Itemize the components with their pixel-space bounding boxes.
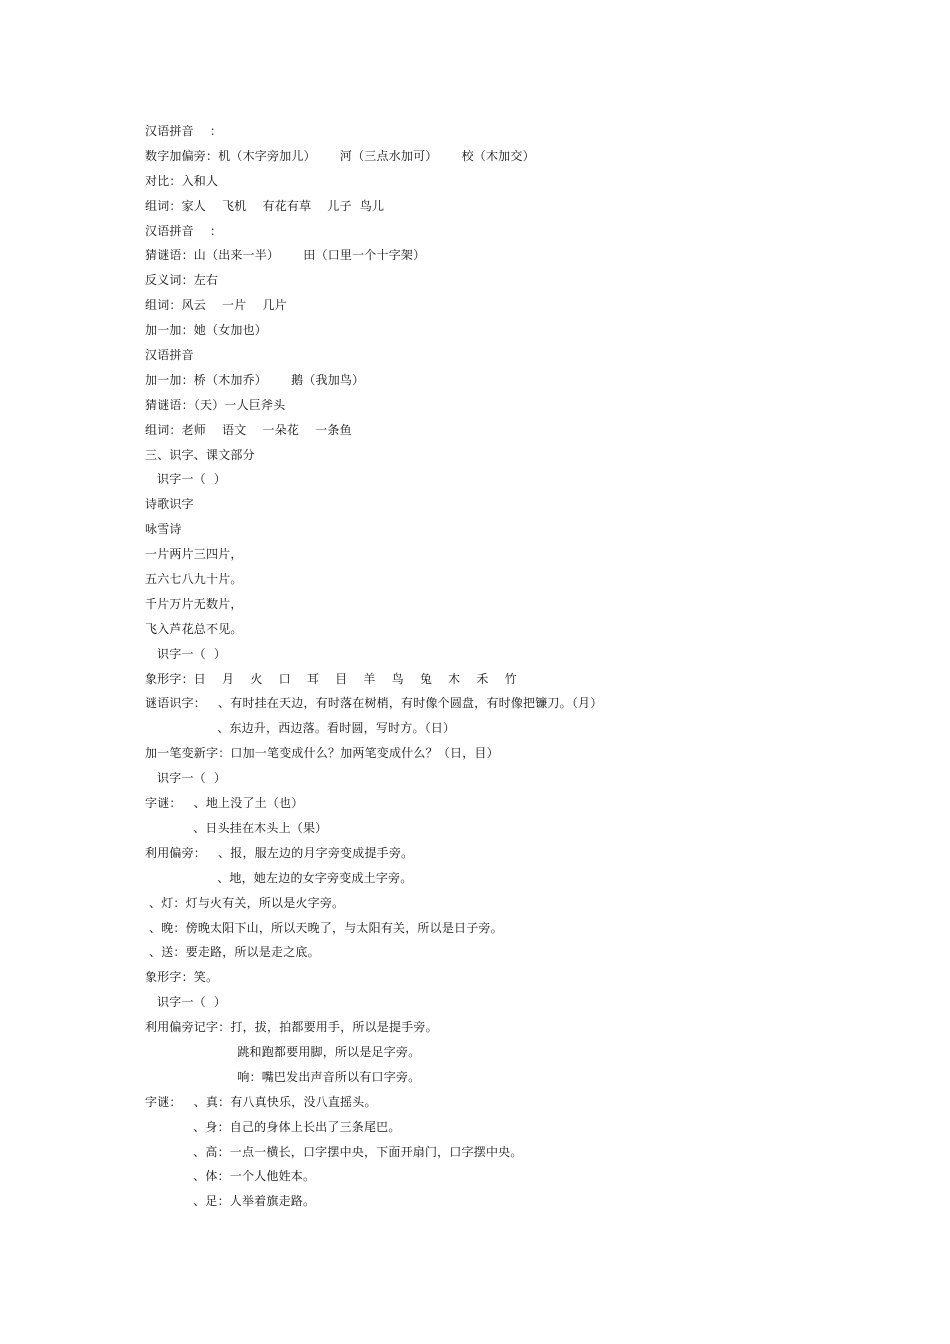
poem-line-4: 飞入芦花总不见。 — [145, 621, 243, 636]
line-riddle-zu: 、足：人举着旗走路。 — [145, 1194, 316, 1209]
line-foot-radical: 跳和跑都要用脚，所以是足字旁。 — [145, 1044, 421, 1059]
line-riddle-gao: 、高：一点一横长，口字摆中央，下面开扇门，口字摆中央。 — [145, 1144, 523, 1159]
line-song: 、送：要走路，所以是走之底。 — [145, 945, 320, 960]
poem-line-2: 五六七八九十片。 — [145, 572, 243, 587]
line-pinyin-heading-1: 汉语拼音 ： — [145, 124, 223, 138]
line-pictographs: 象形字：日 月 火 口 耳 目 羊 鸟 兔 木 禾 竹 — [145, 671, 517, 686]
line-riddle-shen: 、身：自己的身体上长出了三条尾巴。 — [145, 1119, 401, 1134]
lesson-heading-2: 识字一（ ） — [145, 646, 227, 661]
line-pinyin-heading-3: 汉语拼音 — [145, 348, 194, 363]
section-heading: 三、识字、课文部分 — [145, 447, 255, 462]
line-radicals: 数字加偏旁：机（木字旁加儿） 河（三点水加可） 校（木加交） — [145, 148, 535, 163]
poem-line-3: 千片万片无数片， — [145, 596, 243, 611]
lesson-heading-4: 识字一（ ） — [145, 995, 227, 1010]
line-pinyin-heading-2: 汉语拼音 ： — [145, 223, 223, 238]
line-add-1: 加一加：她（女加也） — [145, 323, 268, 338]
line-compare: 对比：入和人 — [145, 173, 219, 188]
line-words-2: 组词：风云 一片 几片 — [145, 298, 287, 313]
line-riddle-moon: 谜语识字： 、有时挂在天边，有时落在树梢，有时像个圆盘，有时像把镰刀。（月） — [145, 696, 603, 711]
line-wan: 、晚：傍晚太阳下山，所以天晚了，与太阳有关，所以是日子旁。 — [145, 920, 503, 935]
line-radical-di: 、地，她左边的女字旁变成土字旁。 — [145, 870, 413, 885]
line-antonyms: 反义词：左右 — [145, 273, 219, 288]
line-words-3: 组词：老师 语文 一朵花 一条鱼 — [145, 422, 352, 437]
line-riddle-ye: 字谜： 、地上没了土（也） — [145, 796, 304, 811]
line-riddle-ti: 、体：一个人他姓本。 — [145, 1169, 316, 1184]
line-add-2: 加一加：桥（木加乔） 鹅（我加鸟） — [145, 372, 365, 387]
line-poem-literacy: 诗歌识字 — [145, 497, 194, 512]
line-add-stroke: 加一笔变新字：口加一笔变成什么？加两笔变成什么？（日，目） — [145, 746, 499, 761]
line-riddle-zhen: 字谜： 、真：有八真快乐，没八直摇头。 — [145, 1094, 377, 1109]
poem-line-1: 一片两片三四片， — [145, 547, 243, 562]
poem-title: 咏雪诗 — [145, 522, 182, 537]
line-mouth-radical: 响：嘴巴发出声音所以有口字旁。 — [145, 1069, 421, 1084]
line-riddle-sun: 、东边升，西边落。看时圆，写时方。（日） — [145, 721, 456, 736]
document-body — [145, 119, 865, 1214]
lesson-heading-1: 识字一（ ） — [145, 472, 227, 487]
lesson-heading-3: 识字一（ ） — [145, 771, 227, 786]
line-riddle-guo: 、日头挂在木头上（果） — [145, 820, 328, 835]
line-riddles-2: 猜谜语：（天）一人巨斧头 — [145, 397, 286, 412]
line-xiao: 象形字：笑。 — [145, 970, 219, 985]
line-hand-radical: 利用偏旁记字：打，拔，拍都要用手，所以是提手旁。 — [145, 1020, 438, 1035]
line-radical-bao: 利用偏旁： 、报，服左边的月字旁变成提手旁。 — [145, 845, 414, 860]
line-deng: 、灯：灯与火有关，所以是火字旁。 — [145, 895, 345, 910]
line-words-1: 组词：家人 飞机 有花有草 儿子 鸟儿 — [145, 198, 385, 213]
line-riddles-1: 猜谜语：山（出来一半） 田（口里一个十字架） — [145, 248, 426, 263]
